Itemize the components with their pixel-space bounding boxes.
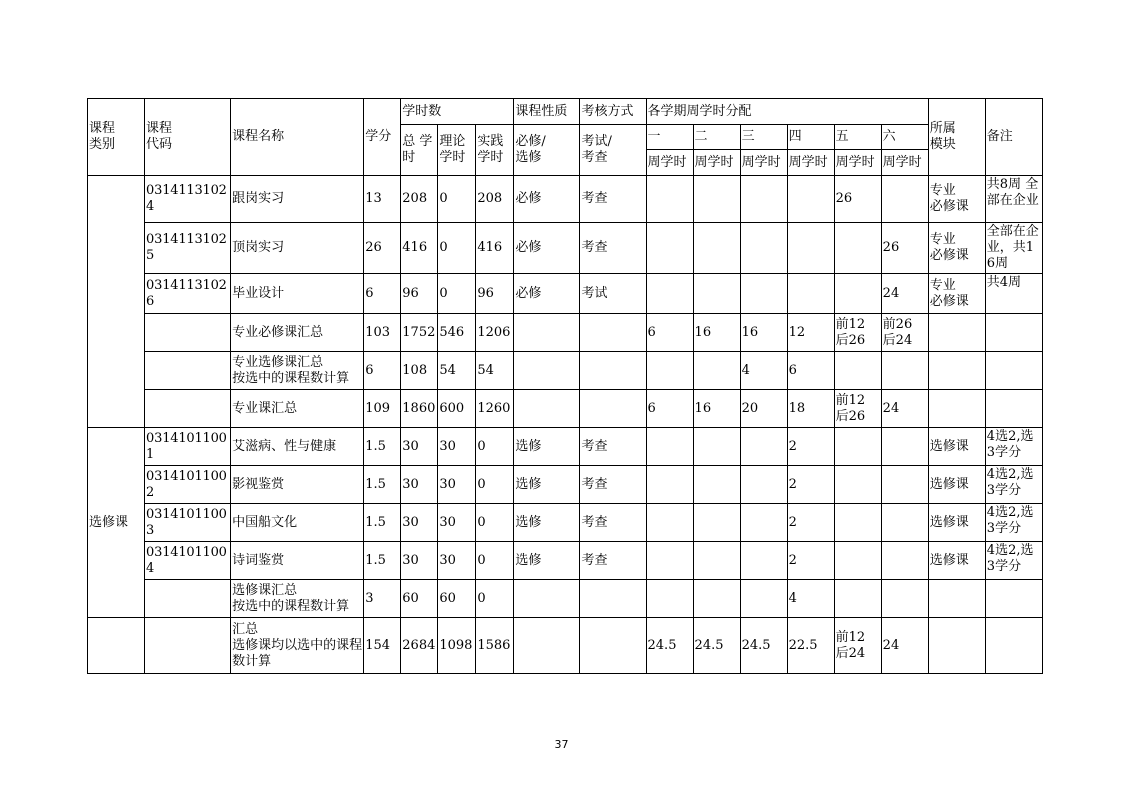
cell-assessment [580,618,646,674]
cell-semester-6 [881,176,928,223]
cell-semester-3 [740,176,787,223]
cell-theory-hours: 1098 [438,618,476,674]
cell-semester-2 [693,428,740,466]
cell-credits: 13 [364,176,401,223]
cell-total-hours: 96 [401,274,438,314]
cell-semester-6 [881,580,928,618]
header-week-hours: 周学时 [646,150,693,176]
cell-name: 诗词鉴赏 [231,542,364,580]
page-number: 37 [554,738,569,751]
cell-remarks: 4选2,选3学分 [985,428,1042,466]
cell-semester-5 [834,542,881,580]
cell-credits: 1.5 [364,542,401,580]
cell-module: 选修课 [928,428,985,466]
cell-assessment [580,352,646,390]
cell-total-hours: 1860 [401,390,438,428]
header-credits: 学分 [364,99,401,176]
cell-code: 03141011002 [145,466,231,504]
cell-semester-2: 16 [693,390,740,428]
cell-semester-4: 18 [787,390,834,428]
cell-theory-hours: 600 [438,390,476,428]
cell-semester-1 [646,542,693,580]
cell-semester-6: 24 [881,390,928,428]
cell-semester-1 [646,223,693,274]
cell-total-hours: 30 [401,428,438,466]
cell-remarks [985,580,1042,618]
table-row [88,542,1043,580]
cell-nature: 选修 [514,466,580,504]
curriculum-table [87,98,1043,674]
cell-nature [514,580,580,618]
cell-remarks: 共8周 全部在企业 [985,176,1042,223]
cell-practice-hours: 1260 [476,390,514,428]
cell-nature: 选修 [514,542,580,580]
table-row [88,352,1043,390]
cell-credits: 1.5 [364,428,401,466]
header-semester-1: 一 [646,125,693,150]
cell-theory-hours: 0 [438,176,476,223]
cell-practice-hours: 208 [476,176,514,223]
cell-semester-4 [787,274,834,314]
cell-code: 03141131024 [145,176,231,223]
cell-code: 03141131026 [145,274,231,314]
cell-semester-6: 26 [881,223,928,274]
cell-semester-2 [693,580,740,618]
header-code: 课程 代码 [145,99,231,176]
cell-semester-3 [740,274,787,314]
cell-semester-5: 前12 后26 [834,314,881,352]
cell-credits: 103 [364,314,401,352]
cell-name: 艾滋病、性与健康 [231,428,364,466]
cell-code: 03141011003 [145,504,231,542]
cell-theory-hours: 0 [438,223,476,274]
cell-name: 顶岗实习 [231,223,364,274]
cell-semester-6 [881,428,928,466]
cell-name: 专业选修课汇总 按选中的课程数计算 [231,352,364,390]
cell-credits: 1.5 [364,466,401,504]
cell-module [928,580,985,618]
cell-assessment: 考查 [580,176,646,223]
cell-semester-1: 6 [646,390,693,428]
cell-semester-1: 6 [646,314,693,352]
cell-nature: 必修 [514,223,580,274]
header-week-hours: 周学时 [787,150,834,176]
cell-practice-hours: 416 [476,223,514,274]
cell-module [928,352,985,390]
cell-nature [514,314,580,352]
header-exam-check: 考试/ 考查 [580,125,646,176]
cell-name: 中国船文化 [231,504,364,542]
cell-code [145,314,231,352]
cell-credits: 154 [364,618,401,674]
cell-name: 专业必修课汇总 [231,314,364,352]
cell-semester-5: 前12 后24 [834,618,881,674]
cell-assessment: 考查 [580,223,646,274]
cell-theory-hours: 30 [438,428,476,466]
cell-semester-2 [693,466,740,504]
cell-semester-3 [740,542,787,580]
cell-semester-6 [881,542,928,580]
table-row [88,428,1043,466]
header-theory-hours: 理论 学时 [438,125,476,176]
cell-theory-hours: 0 [438,274,476,314]
cell-assessment: 考试 [580,274,646,314]
cell-total-hours: 2684 [401,618,438,674]
cell-credits: 109 [364,390,401,428]
cell-semester-1 [646,466,693,504]
header-remarks: 备注 [985,99,1042,176]
cell-semester-3 [740,223,787,274]
header-week-hours: 周学时 [740,150,787,176]
cell-code: 03141011004 [145,542,231,580]
cell-assessment: 考查 [580,428,646,466]
cell-assessment: 考查 [580,466,646,504]
header-category: 课程 类别 [88,99,145,176]
cell-semester-1: 24.5 [646,618,693,674]
cell-semester-2: 16 [693,314,740,352]
cell-semester-5: 26 [834,176,881,223]
cell-theory-hours: 60 [438,580,476,618]
cell-remarks [985,314,1042,352]
cell-nature [514,390,580,428]
cell-category [88,176,145,428]
cell-code: 03141011001 [145,428,231,466]
cell-name: 专业课汇总 [231,390,364,428]
cell-semester-3: 16 [740,314,787,352]
cell-semester-4: 22.5 [787,618,834,674]
cell-remarks: 全部在企业，共16周 [985,223,1042,274]
cell-assessment: 考查 [580,542,646,580]
cell-practice-hours: 0 [476,428,514,466]
cell-remarks: 4选2,选3学分 [985,504,1042,542]
cell-practice-hours: 0 [476,580,514,618]
table-row [88,504,1043,542]
cell-theory-hours: 54 [438,352,476,390]
cell-theory-hours: 546 [438,314,476,352]
header-total-hours: 总 学 时 [401,125,438,176]
cell-code [145,352,231,390]
header-required-elective: 必修/ 选修 [514,125,580,176]
cell-semester-1 [646,580,693,618]
header-semester-4: 四 [787,125,834,150]
table-row [88,466,1043,504]
cell-module [928,314,985,352]
cell-semester-3 [740,466,787,504]
cell-semester-1 [646,352,693,390]
cell-semester-5 [834,274,881,314]
cell-practice-hours: 54 [476,352,514,390]
header-semester-5: 五 [834,125,881,150]
cell-nature: 必修 [514,176,580,223]
cell-semester-5 [834,223,881,274]
cell-assessment [580,314,646,352]
cell-nature: 选修 [514,428,580,466]
header-name: 课程名称 [231,99,364,176]
cell-semester-6: 24 [881,618,928,674]
cell-practice-hours: 0 [476,542,514,580]
cell-semester-2: 24.5 [693,618,740,674]
header-semester-2: 二 [693,125,740,150]
cell-name: 跟岗实习 [231,176,364,223]
cell-semester-6: 24 [881,274,928,314]
cell-semester-1 [646,428,693,466]
table-row [88,580,1043,618]
cell-semester-4: 2 [787,504,834,542]
table-row [88,176,1043,223]
cell-credits: 1.5 [364,504,401,542]
cell-semester-3 [740,580,787,618]
cell-assessment [580,580,646,618]
cell-code [145,390,231,428]
cell-semester-6 [881,466,928,504]
cell-semester-5 [834,428,881,466]
cell-semester-4 [787,223,834,274]
cell-semester-4: 6 [787,352,834,390]
cell-semester-2 [693,176,740,223]
cell-semester-3: 20 [740,390,787,428]
cell-code [145,580,231,618]
cell-semester-3 [740,504,787,542]
cell-semester-4: 2 [787,466,834,504]
cell-semester-3 [740,428,787,466]
header-week-hours: 周学时 [693,150,740,176]
cell-nature [514,618,580,674]
cell-category: 选修课 [88,428,145,618]
header-week-hours: 周学时 [834,150,881,176]
cell-nature: 选修 [514,504,580,542]
cell-module [928,618,985,674]
cell-practice-hours: 0 [476,466,514,504]
cell-total-hours: 30 [401,542,438,580]
cell-semester-6 [881,504,928,542]
cell-assessment: 考查 [580,504,646,542]
cell-theory-hours: 30 [438,466,476,504]
header-week-hours: 周学时 [881,150,928,176]
cell-name: 影视鉴赏 [231,466,364,504]
cell-semester-5: 前12 后26 [834,390,881,428]
cell-semester-5 [834,504,881,542]
cell-semester-1 [646,274,693,314]
cell-semester-1 [646,504,693,542]
cell-remarks: 4选2,选3学分 [985,542,1042,580]
header-module: 所属 模块 [928,99,985,176]
cell-semester-2 [693,352,740,390]
table-row [88,618,1043,674]
table-row [88,314,1043,352]
cell-name: 选修课汇总 按选中的课程数计算 [231,580,364,618]
cell-name: 毕业设计 [231,274,364,314]
cell-module: 选修课 [928,466,985,504]
cell-remarks [985,352,1042,390]
cell-credits: 26 [364,223,401,274]
cell-semester-2 [693,274,740,314]
cell-semester-1 [646,176,693,223]
cell-semester-5 [834,466,881,504]
cell-total-hours: 30 [401,466,438,504]
header-nature: 课程性质 [514,99,580,125]
cell-practice-hours: 0 [476,504,514,542]
cell-theory-hours: 30 [438,504,476,542]
table-row [88,274,1043,314]
cell-semester-2 [693,542,740,580]
cell-module: 专业 必修课 [928,223,985,274]
cell-practice-hours: 96 [476,274,514,314]
table-row [88,390,1043,428]
cell-module: 选修课 [928,504,985,542]
cell-credits: 6 [364,352,401,390]
cell-total-hours: 208 [401,176,438,223]
cell-remarks: 4选2,选3学分 [985,466,1042,504]
cell-semester-3: 4 [740,352,787,390]
cell-module: 专业 必修课 [928,274,985,314]
cell-semester-6: 前26 后24 [881,314,928,352]
cell-credits: 3 [364,580,401,618]
cell-nature: 必修 [514,274,580,314]
cell-theory-hours: 30 [438,542,476,580]
header-semester-6: 六 [881,125,928,150]
cell-practice-hours: 1206 [476,314,514,352]
header-semester-distribution: 各学期周学时分配 [646,99,928,125]
table-row [88,223,1043,274]
cell-module: 选修课 [928,542,985,580]
cell-module: 专业 必修课 [928,176,985,223]
cell-assessment [580,390,646,428]
cell-total-hours: 416 [401,223,438,274]
cell-semester-4: 12 [787,314,834,352]
cell-remarks [985,390,1042,428]
header-assessment: 考核方式 [580,99,646,125]
cell-semester-4: 2 [787,428,834,466]
cell-total-hours: 1752 [401,314,438,352]
cell-nature [514,352,580,390]
cell-total-hours: 60 [401,580,438,618]
cell-credits: 6 [364,274,401,314]
cell-code [145,618,231,674]
cell-semester-4: 2 [787,542,834,580]
cell-semester-5 [834,352,881,390]
cell-module [928,390,985,428]
cell-semester-6 [881,352,928,390]
cell-semester-4 [787,176,834,223]
cell-semester-5 [834,580,881,618]
cell-practice-hours: 1586 [476,618,514,674]
cell-code: 03141131025 [145,223,231,274]
cell-total-hours: 108 [401,352,438,390]
header-hours: 学时数 [401,99,514,125]
cell-semester-3: 24.5 [740,618,787,674]
table-body [88,176,1043,674]
cell-name: 汇总 选修课均以选中的课程数计算 [231,618,364,674]
cell-category [88,618,145,674]
cell-semester-2 [693,223,740,274]
cell-semester-4: 4 [787,580,834,618]
cell-remarks: 共4周 [985,274,1042,314]
cell-total-hours: 30 [401,504,438,542]
header-semester-3: 三 [740,125,787,150]
header-practice-hours: 实践 学时 [476,125,514,176]
cell-remarks [985,618,1042,674]
cell-semester-2 [693,504,740,542]
